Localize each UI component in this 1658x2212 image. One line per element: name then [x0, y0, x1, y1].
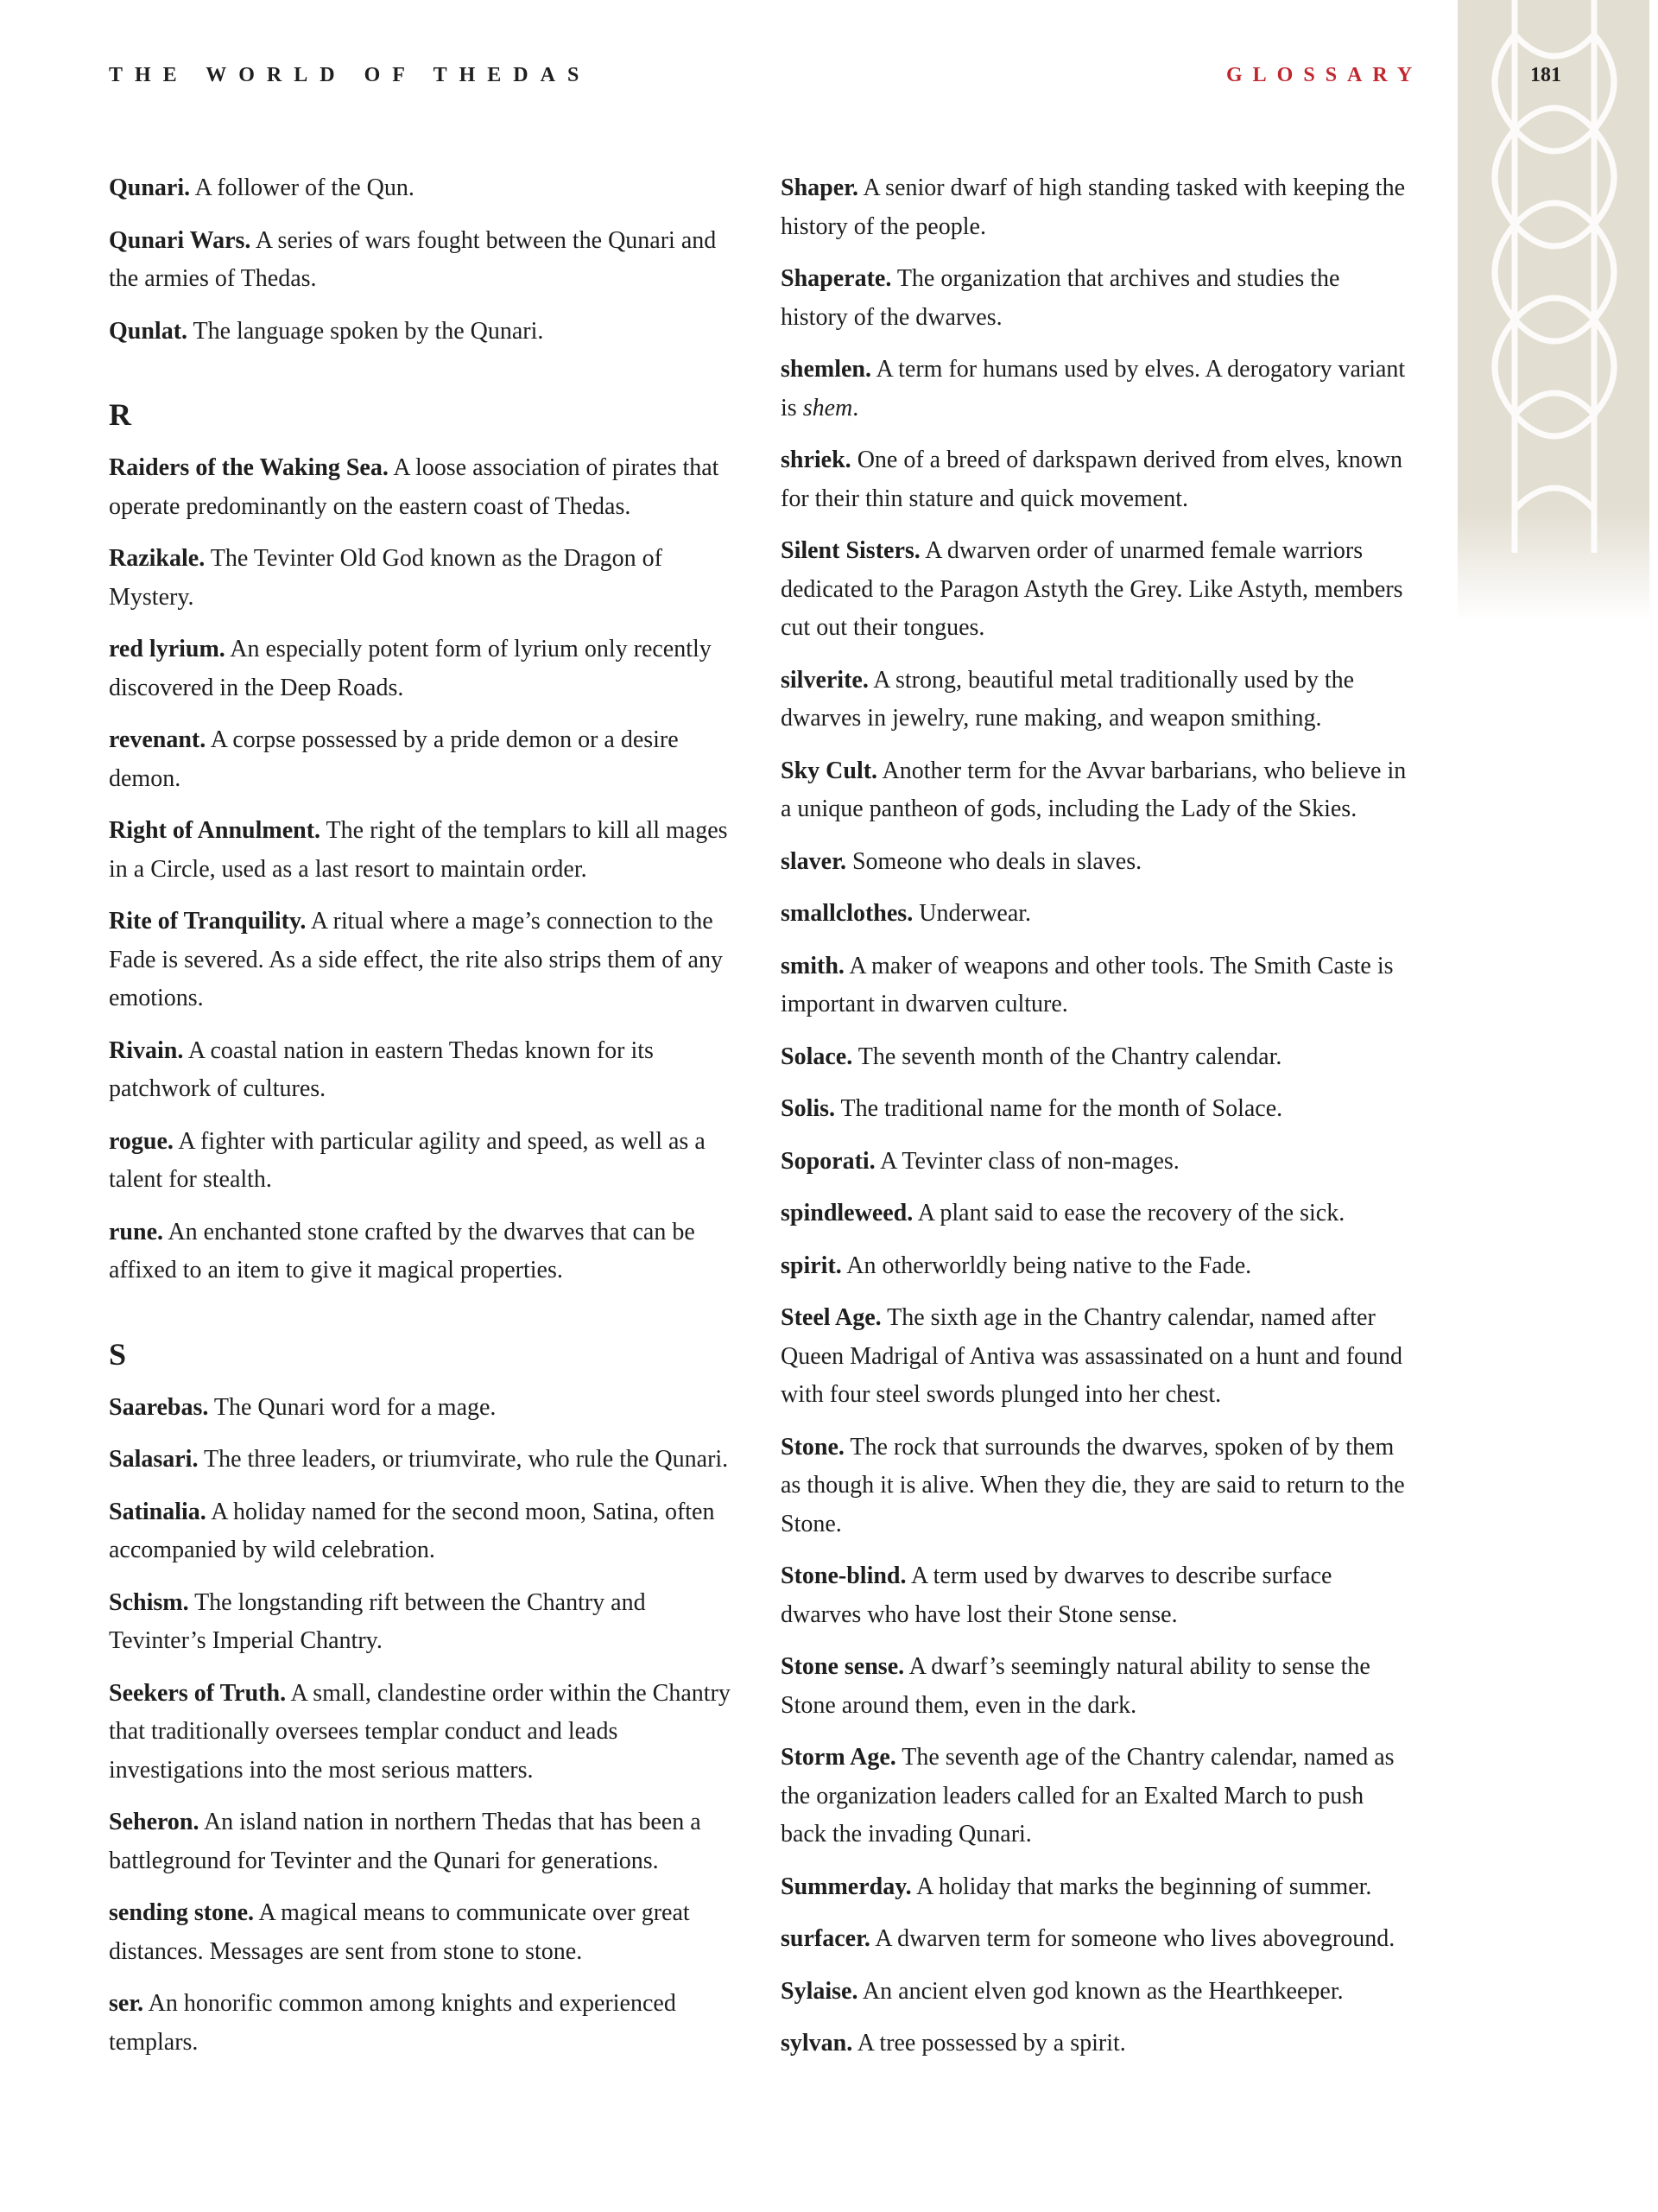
glossary-term: silverite. [781, 666, 869, 694]
section-letter-r: R [109, 397, 131, 432]
glossary-term: Stone sense. [781, 1653, 905, 1680]
glossary-definition: A holiday named for the second moon, Satina, often accompanied by wild celebration. [109, 1498, 715, 1563]
glossary-term: Raiders of the Waking Sea. [109, 454, 389, 481]
glossary-left-column [109, 169, 739, 2076]
glossary-definition: A senior dwarf of high standing tasked with keeping the history of the people. [781, 174, 1406, 240]
glossary-definition: A fighter with particular agility and speed, as well as a talent for stealth. [109, 1127, 706, 1193]
glossary-entry [781, 1739, 1411, 1854]
glossary-entry [109, 540, 739, 617]
glossary-definition: A loose association of pirates that operate predominantly on the eastern coast of Thedas. [109, 454, 719, 520]
glossary-term: shriek. [781, 447, 851, 473]
glossary-definition: The language spoken by the Qunari. [187, 317, 544, 345]
glossary-definition: An island nation in northern Thedas that has been a battleground for Tevinter and the Qunari for generations. [109, 1809, 701, 1874]
glossary-entry [109, 631, 739, 707]
glossary-entry [109, 1584, 739, 1661]
glossary-term: sylvan. [781, 2030, 853, 2057]
glossary-entry [781, 1299, 1411, 1415]
glossary-entry [781, 662, 1411, 738]
glossary-definition: A holiday that marks the beginning of summer. [911, 1873, 1372, 1900]
glossary-term: Seheron. [109, 1809, 199, 1835]
glossary-entry [781, 260, 1411, 337]
section-letter-s: S [109, 1336, 127, 1372]
glossary-right-column [781, 169, 1411, 2077]
glossary-term: Shaper. [781, 174, 859, 201]
glossary-entry [781, 1973, 1411, 2012]
glossary-term: Rivain. [109, 1036, 184, 1064]
glossary-entry [109, 1032, 739, 1109]
glossary-entry [781, 1868, 1411, 1907]
glossary-entry [781, 752, 1411, 829]
glossary-term: Storm Age. [781, 1744, 896, 1771]
glossary-entry [781, 1920, 1411, 1959]
glossary-definition: One of a breed of darkspawn derived from elves, known for their thin stature and quick movement. [781, 447, 1403, 512]
glossary-entry [109, 449, 739, 526]
glossary-term: Silent Sisters. [781, 537, 921, 564]
glossary-term: smith. [781, 952, 845, 979]
glossary-entry [109, 812, 739, 889]
glossary-definition: The sixth age in the Chantry calendar, named after Queen Madrigal of Antiva was assassinated on a hunt and found with four steel swords plunged into her chest. [781, 1304, 1403, 1408]
glossary-definition: A dwarven order of unarmed female warriors dedicated to the Paragon Astyth the Grey. Like Astyth, members cut out their tongues. [781, 537, 1403, 641]
glossary-definition: The seventh month of the Chantry calendar. [852, 1043, 1282, 1070]
glossary-definition: The traditional name for the month of Solace. [835, 1095, 1283, 1122]
glossary-term: shemlen. [781, 356, 871, 383]
glossary-definition: An especially potent form of lyrium only recently discovered in the Deep Roads. [109, 636, 712, 701]
glossary-entry [109, 1675, 739, 1791]
glossary-term: Qunari. [109, 174, 191, 201]
glossary-definition: The three leaders, or triumvirate, who rule the Qunari. [198, 1446, 729, 1473]
glossary-definition: A plant said to ease the recovery of the sick. [913, 1200, 1345, 1226]
glossary-definition: An honorific common among knights and experienced templars. [109, 1990, 676, 2056]
glossary-definition: A dwarf’s seemingly natural ability to sense the Stone around them, even in the dark. [781, 1653, 1370, 1719]
glossary-entry [109, 721, 739, 798]
glossary-definition: A tree possessed by a spirit. [852, 2030, 1126, 2057]
glossary-definition: A term used by dwarves to describe surface dwarves who have lost their Stone sense. [781, 1562, 1332, 1628]
glossary-term: spindleweed. [781, 1200, 914, 1226]
glossary-definition: The organization that archives and studies the history of the dwarves. [781, 265, 1340, 331]
glossary-definition: An ancient elven god known as the Hearthkeeper. [857, 1977, 1344, 2005]
glossary-entry [109, 1803, 739, 1880]
glossary-definition: A term for humans used by elves. A derogatory variant is [781, 356, 1406, 421]
glossary-entry [781, 351, 1411, 428]
glossary-term: Rite of Tranquility. [109, 908, 307, 935]
glossary-entry [781, 1143, 1411, 1182]
glossary-term: Qunari Wars. [109, 226, 251, 254]
glossary-definition: A dwarven term for someone who lives aboveground. [870, 1925, 1395, 1952]
glossary-entry [109, 313, 739, 352]
glossary-entry [781, 1429, 1411, 1544]
glossary-definition: The Qunari word for a mage. [208, 1393, 497, 1421]
glossary-term: revenant. [109, 726, 206, 753]
glossary-term: surfacer. [781, 1925, 870, 1952]
glossary-term: Saarebas. [109, 1393, 209, 1421]
running-header-title: THE WORLD OF THEDAS [109, 64, 592, 86]
glossary-definition: Underwear. [913, 900, 1032, 927]
glossary-term: Sky Cult. [781, 757, 878, 784]
glossary-definition: The longstanding rift between the Chantry and Tevinter’s Imperial Chantry. [109, 1588, 646, 1654]
glossary-definition: An enchanted stone crafted by the dwarves that can be affixed to an item to give it magical properties. [109, 1218, 695, 1283]
glossary-term: Qunlat. [109, 317, 188, 345]
glossary-definition: A small, clandestine order within the Chantry that traditionally oversees templar conduct and leads investigations into the most serious matters. [109, 1679, 731, 1784]
glossary-definition: A corpse possessed by a pride demon or a desire demon. [109, 726, 679, 792]
glossary-term: Sylaise. [781, 1977, 858, 2005]
glossary-entry [781, 948, 1411, 1024]
glossary-entry [781, 843, 1411, 882]
glossary-term: spirit. [781, 1252, 842, 1279]
glossary-term: smallclothes. [781, 900, 914, 927]
glossary-term: Salasari. [109, 1446, 199, 1473]
glossary-definition: A coastal nation in eastern Thedas known for its patchwork of cultures. [109, 1036, 654, 1102]
glossary-entry [781, 1648, 1411, 1725]
glossary-entry [109, 1985, 739, 2062]
glossary-entry [781, 1038, 1411, 1077]
glossary-term: slaver. [781, 847, 846, 875]
glossary-entry [781, 2025, 1411, 2063]
glossary-definition: The seventh age of the Chantry calendar, named as the organization leaders called for an Exalted March to push back the invading Qunari. [781, 1744, 1395, 1848]
glossary-entry [109, 1123, 739, 1200]
glossary-entry [109, 1493, 739, 1570]
glossary-term: sending stone. [109, 1899, 255, 1926]
glossary-definition: Another term for the Avvar barbarians, who believe in a unique pantheon of gods, including the Lady of the Skies. [781, 757, 1407, 822]
glossary-entry [781, 1195, 1411, 1233]
glossary-term: ser. [109, 1990, 144, 2017]
glossary-entry [109, 1214, 739, 1290]
glossary-definition: A magical means to communicate over great distances. Messages are sent from stone to stone. [109, 1899, 690, 1965]
glossary-definition: Someone who deals in slaves. [845, 847, 1142, 875]
glossary-italic-term: shem [802, 394, 853, 421]
glossary-definition: The right of the templars to kill all mages in a Circle, used as a last resort to maintain order. [109, 817, 728, 883]
glossary-term: Right of Annulment. [109, 817, 321, 844]
glossary-term: Satinalia. [109, 1498, 206, 1525]
glossary-entry [781, 532, 1411, 648]
glossary-term: Solace. [781, 1043, 853, 1070]
glossary-term: Summerday. [781, 1873, 912, 1900]
glossary-term: rogue. [109, 1127, 174, 1155]
glossary-term: Stone. [781, 1433, 845, 1461]
glossary-entry [109, 1389, 739, 1428]
glossary-definition: A series of wars fought between the Qunari and the armies of Thedas. [109, 226, 717, 292]
glossary-definition: A follower of the Qun. [190, 174, 414, 201]
glossary-entry [781, 169, 1411, 246]
glossary-definition: An otherworldly being native to the Fade. [841, 1252, 1252, 1279]
running-header-section: GLOSSARY [1226, 64, 1423, 86]
glossary-entry [109, 1441, 739, 1480]
glossary-term: Solis. [781, 1095, 836, 1122]
glossary-definition: The rock that surrounds the dwarves, spoken of by them as though it is alive. When they die, they are said to return to the Stone. [781, 1433, 1405, 1537]
glossary-term: Razikale. [109, 545, 206, 572]
glossary-definition: A ritual where a mage’s connection to the Fade is severed. As a side effect, the rite also strips them of any emotions. [109, 908, 723, 1011]
page-number: 181 [1530, 64, 1561, 86]
glossary-entry [109, 1894, 739, 1971]
glossary-entry [109, 903, 739, 1018]
glossary-entry [781, 1247, 1411, 1286]
glossary-entry [781, 895, 1411, 934]
glossary-entry [109, 169, 739, 208]
glossary-term: red lyrium. [109, 636, 225, 662]
glossary-definition: A strong, beautiful metal traditionally used by the dwarves in jewelry, rune making, and weapon smithing. [781, 666, 1355, 732]
glossary-entry [781, 441, 1411, 518]
glossary-definition-end: . [852, 394, 859, 421]
glossary-entry [781, 1557, 1411, 1634]
glossary-term: Stone-blind. [781, 1562, 907, 1589]
glossary-term: rune. [109, 1218, 163, 1245]
glossary-entry [781, 1090, 1411, 1129]
glossary-term: Shaperate. [781, 265, 892, 292]
glossary-definition: The Tevinter Old God known as the Dragon of Mystery. [109, 545, 662, 611]
glossary-definition: A maker of weapons and other tools. The Smith Caste is important in dwarven culture. [781, 952, 1394, 1017]
glossary-term: Steel Age. [781, 1304, 882, 1331]
glossary-entry [109, 222, 739, 299]
glossary-definition: A Tevinter class of non-mages. [875, 1147, 1180, 1175]
glossary-term: Schism. [109, 1588, 189, 1616]
decorative-border-band [1458, 0, 1649, 622]
glossary-term: Soporati. [781, 1147, 876, 1175]
glossary-term: Seekers of Truth. [109, 1679, 287, 1707]
